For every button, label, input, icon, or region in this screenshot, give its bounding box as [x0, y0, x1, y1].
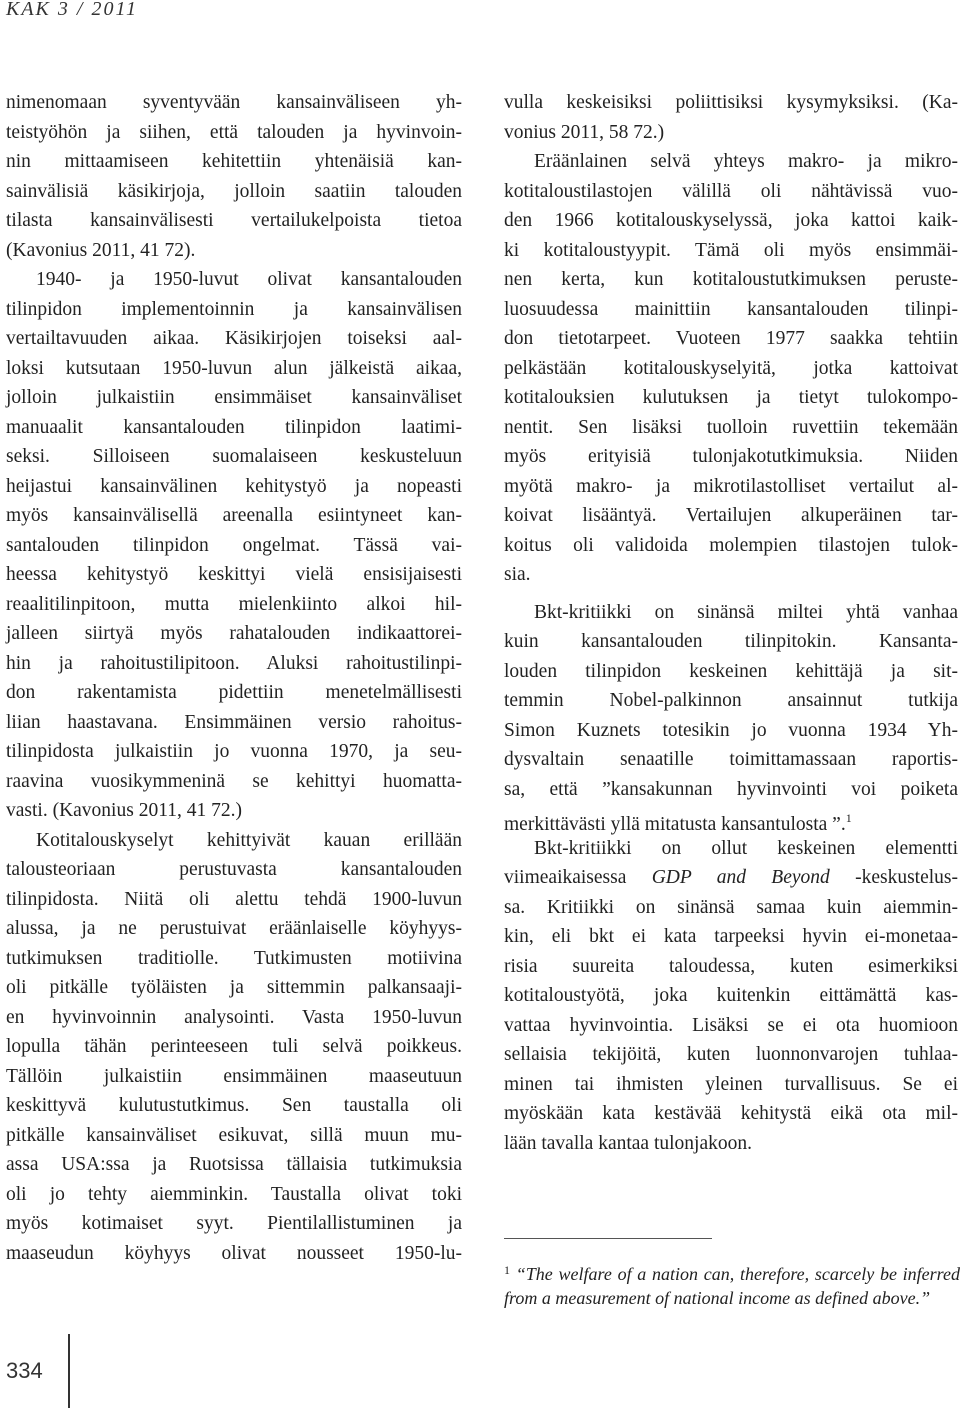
body-line-with-footnote-ref: [504, 804, 958, 834]
body-line: vasti. (Kavonius 2011, 41 72.): [6, 800, 242, 821]
body-line: tilinpidosta julkaistiin jo vuonna 1970, ja seu-: [6, 741, 462, 762]
body-line: sa. Kritiikki on sinänsä samaa kuin aiemmin-: [504, 896, 958, 918]
body-line: pelkästään kotitalouskyselyitä, jotka kattoivat: [504, 357, 958, 379]
italic-term: GDP and Beyond: [651, 867, 830, 888]
body-line: talousteoriaan perustuvasta kansantalouden: [6, 859, 462, 880]
body-line: nin mittaamiseen kehitettiin yhtenäisiä kan-: [6, 151, 462, 172]
body-line-text: viimeaikaisessa: [504, 867, 627, 888]
footnote-divider: [504, 1238, 712, 1239]
body-line: kotitaloustyötä, joka kuitenkin eittämättä kas-: [504, 985, 958, 1006]
body-line: don tietotarpeet. Vuoteen 1977 saakka tehtiin: [504, 328, 958, 349]
page-number-divider: [68, 1334, 70, 1408]
body-line: teistyöhön ja siihen, että talouden ja hyvinvoin-: [6, 121, 462, 143]
body-line: don rakentamista pidettiin menetelmällisesti: [6, 682, 462, 703]
right-column: [504, 88, 958, 1158]
body-line: minen tai ihmisten yleinen turvallisuus. Se ei: [504, 1073, 958, 1095]
body-line: myötä makro- ja mikrotilastolliset vertailut al-: [504, 475, 958, 497]
body-line: manuaalit kansantalouden tilinpidon laatimi-: [6, 416, 462, 438]
body-line: nimenomaan syventyvään kansainväliseen yh-: [6, 92, 462, 113]
body-line-with-italic: [504, 863, 958, 893]
body-line: ki kotitaloustyypit. Tämä oli myös ensimmäi-: [504, 239, 958, 261]
footnote-line: [504, 1256, 960, 1284]
body-line: kotitaloustilastojen välillä oli nähtävissä vuo-: [504, 180, 958, 202]
body-line: vonius 2011, 58 72.): [504, 121, 665, 143]
body-line: hin ja rahoitustilipitoon. Aluksi rahoitustilinpi-: [6, 652, 462, 674]
body-line: myös kotimaiset syyt. Pientilallistuminen ja: [6, 1213, 462, 1234]
body-line: tilinpidon implementoinnin ja kansainvälisen: [6, 298, 462, 320]
body-line: kin, eli bkt ei kata tarpeeksi hyvin ei-monetaa-: [504, 926, 958, 947]
body-line: kotitalouksien kulutuksen ja tietyt tulokompo-: [504, 387, 958, 408]
body-line-text: merkittävästi yllä mitatusta kansantulosta ”.: [504, 814, 846, 835]
body-line: myös erityisiä tulonjakotutkimuksia. Niiden: [504, 446, 958, 467]
body-line: myös kansainvälisellä areenalla esiintyneet kan-: [6, 505, 462, 526]
body-line: koivat lisääntyä. Vertailujen alkuperäinen tar-: [504, 505, 958, 526]
body-line: maaseudun köyhyys olivat nousseet 1950-lu-: [6, 1242, 462, 1264]
body-line: heessa kehitystyö keskittyi vielä ensisijaisesti: [6, 564, 462, 585]
body-line: keskittyvä kulutustutkimus. Sen taustalla oli: [6, 1095, 462, 1116]
body-line: jolloin julkaistiin ensimmäiset kansainväliset: [6, 387, 462, 408]
body-line: sa, että ”kansakunnan hyvinvointi voi poiketa: [504, 778, 958, 800]
body-line: nen kerta, kun kotitaloustutkimuksen peruste-: [504, 269, 958, 290]
body-line: seksi. Silloiseen suomalaiseen keskusteluun: [6, 446, 462, 467]
body-line: assa USA:ssa ja Ruotsissa tällaisia tutkimuksia: [6, 1154, 462, 1175]
body-line: tilasta kansainvälisesti vertailukelpoista tietoa: [6, 210, 462, 231]
body-line: sellaisia tekijöitä, kuten luonnonvarojen tuhlaa-: [504, 1044, 958, 1065]
body-line: tutkimuksen traditiolle. Tutkimusten motiivina: [6, 947, 462, 969]
body-line: lään tavalla kantaa tulonjakoon.: [504, 1132, 752, 1154]
body-line: Eräänlainen selvä yhteys makro- ja mikro-: [534, 151, 958, 172]
footnote-ref[interactable]: 1: [845, 811, 852, 825]
body-line: sainvälisiä käsikirjoja, jolloin saatiin talouden: [6, 180, 462, 202]
body-line: tilinpidosta. Niitä oli alettu tehdä 1900-luvun: [6, 888, 462, 910]
body-line: en hyvinvoinnin analysointi. Vasta 1950-luvun: [6, 1006, 462, 1028]
body-line: vattaa hyvinvointia. Lisäksi se ei ota huomioon: [504, 1014, 958, 1036]
body-line: nentit. Sen lisäksi tuolloin ruvettiin tekemään: [504, 416, 958, 438]
footnote-text: “The welfare of a nation can, therefore, scarcely be inferred: [515, 1264, 960, 1284]
body-line: Bkt-kritiikki on sinänsä miltei yhtä vanhaa: [534, 601, 958, 623]
body-line: den 1966 kotitalouskyselyssä, joka kattoi kaik-: [504, 210, 958, 231]
page-number: 334: [6, 1358, 43, 1383]
body-line: pitkälle kansainväliset esikuvat, sillä muun mu-: [6, 1124, 462, 1146]
footnote-line: from a measurement of national income as defined above.”: [504, 1288, 931, 1308]
footnote-number: 1: [504, 1263, 510, 1277]
body-line: oli jo tehty aiemminkin. Taustalla olivat toki: [6, 1183, 462, 1205]
body-line: oli pitkälle työläisten ja sittemmin palkansaaji-: [6, 977, 462, 998]
body-line: jalleen siirtyä myös rahatalouden indikaattorei-: [6, 623, 462, 644]
body-line: dysvaltain senaatille toimittamassaan raportis-: [504, 749, 958, 770]
body-line: temmin Nobel-palkinnon ansainnut tutkija: [504, 690, 958, 711]
body-line: 1940- ja 1950-luvut olivat kansantalouden: [36, 269, 462, 290]
body-line: santalouden tilinpidon ongelmat. Tässä vai-: [6, 534, 462, 556]
body-line: sia.: [504, 564, 531, 585]
left-column: [6, 88, 462, 1268]
body-line-text: -keskustelus-: [855, 867, 958, 888]
body-line: liian haastavana. Ensimmäinen versio rahoitus-: [6, 711, 462, 733]
body-line: koitus oli validoida molempien tilastojen tulok-: [504, 534, 958, 556]
body-line: reaalitilinpitoon, mutta mielenkiinto alkoi hil-: [6, 593, 462, 615]
body-line: louden tilinpidon keskeinen kehittäjä ja sit-: [504, 660, 958, 682]
body-line: Bkt-kritiikki on ollut keskeinen elementti: [534, 837, 958, 859]
body-line: myöskään kata kestävää kehitystä eikä ota mil-: [504, 1103, 958, 1124]
body-line: Simon Kuznets totesikin jo vuonna 1934 Yh-: [504, 719, 958, 741]
body-line: luosuudessa mainittiin kansantalouden tilinpi-: [504, 298, 958, 320]
body-line: Kotitalouskyselyt kehittyivät kauan erillään: [36, 829, 462, 851]
body-line: vertailtavuuden aikaa. Käsikirjojen toiseksi aal-: [6, 328, 462, 349]
body-line: lopulla tähän perinteeseen tuli selvä poikkeus.: [6, 1036, 462, 1057]
body-line: vulla keskeisiksi poliittisiksi kysymyksiksi. (Ka-: [504, 92, 958, 113]
footnote: [504, 1256, 960, 1312]
body-line: loksi kutsutaan 1950-luvun alun jälkeistä aikaa,: [6, 357, 462, 379]
body-line: alussa, ja ne perustuivat eräänlaiselle köyhyys-: [6, 918, 462, 939]
body-line: raavina vuosikymmeninä se kehittyi huomatta-: [6, 770, 462, 792]
body-line: kuin kansantalouden tilinpitokin. Kansanta-: [504, 631, 958, 652]
body-line: Tällöin julkaistiin ensimmäinen maaseutuun: [6, 1065, 462, 1087]
body-line: risia suureita taloudessa, kuten esimerkiksi: [504, 955, 958, 977]
body-line: heijastui kansainvälinen kehitystyö ja nopeasti: [6, 475, 462, 497]
body-line: (Kavonius 2011, 41 72).: [6, 239, 196, 261]
journal-header: KAK 3 / 2011: [6, 0, 138, 20]
